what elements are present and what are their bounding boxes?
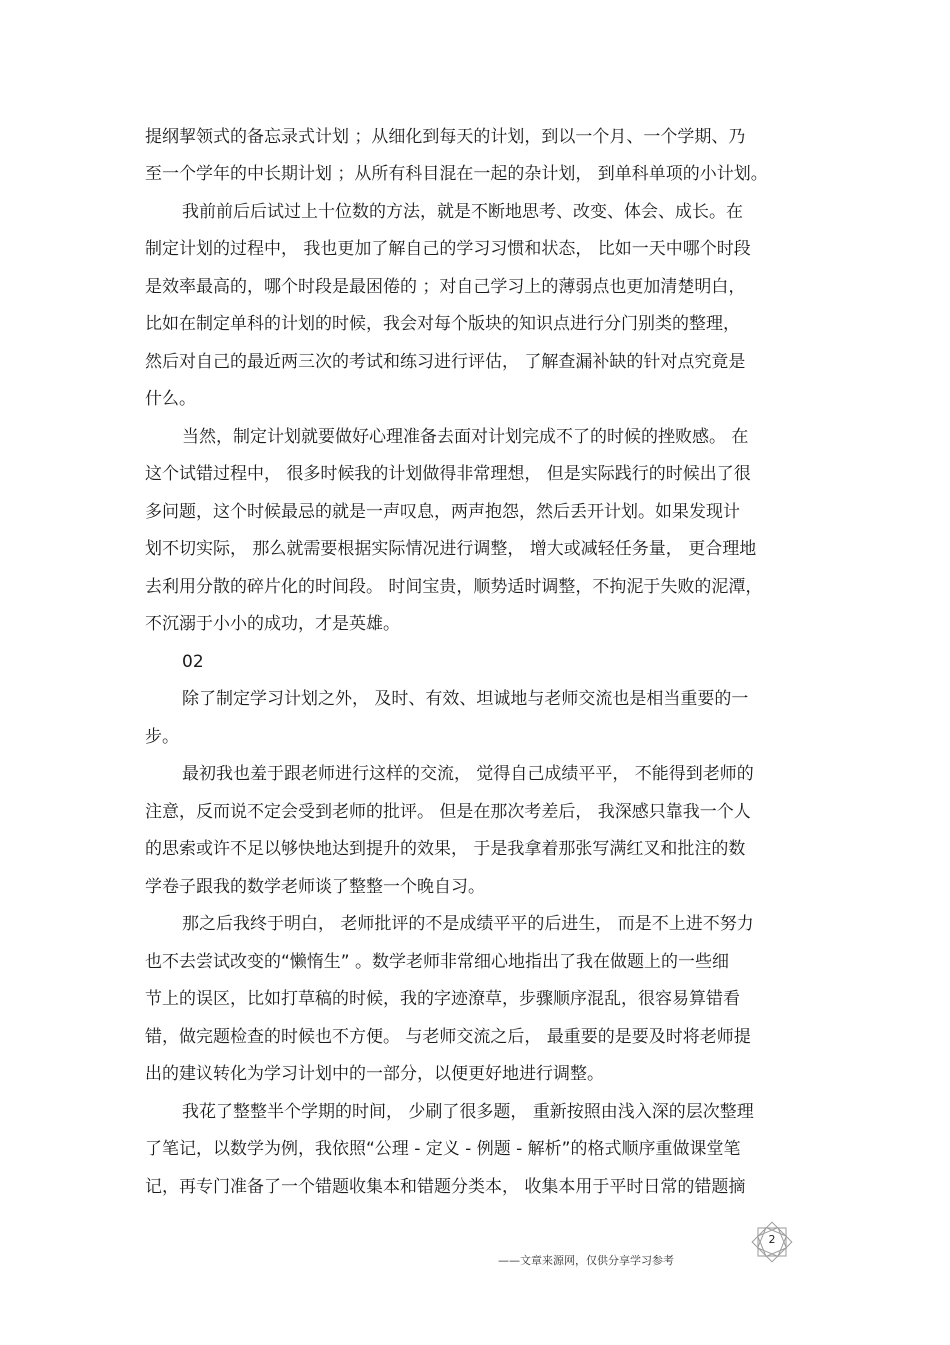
text-line: 提纲挈领式的备忘录式计划 ；从细化到每天的计划，到以一个月、一个学期、乃 (145, 127, 746, 147)
page-number: 2 (768, 1233, 776, 1246)
text-line: 制定计划的过程中， 我也更加了解自己的学习习惯和状态， 比如一天中哪个时段 (145, 239, 751, 259)
text-line: 这个试错过程中， 很多时候我的计划做得非常理想， 但是实际践行的时候出了很 (145, 464, 751, 484)
text-line: 也不去尝试改变的“懒惰生” 。数学老师非常细心地指出了我在做题上的一些细 (145, 952, 730, 972)
text-line: 然后对自己的最近两三次的考试和练习进行评估， 了解查漏补缺的针对点究竟是 (145, 352, 746, 372)
text-line: 多问题，这个时候最忌的就是一声叹息，两声抱怨，然后丢开计划。如果发现计 (145, 502, 740, 522)
text-line: 记，再专门准备了一个错题收集本和错题分类本， 收集本用于平时日常的错题摘 (145, 1177, 746, 1197)
footer-note: ——文章来源网，仅供分享学习参考 (498, 1254, 674, 1267)
text-line: 至一个学年的中长期计划 ；从所有科目混在一起的杂计划， 到单科单项的小计划。 (145, 164, 768, 184)
text-line: 除了制定学习计划之外， 及时、有效、坦诚地与老师交流也是相当重要的一 (182, 689, 749, 709)
text-line: 我前前后后试过上十位数的方法，就是不断地思考、改变、体会、成长。在 (182, 202, 743, 222)
text-line: 那之后我终于明白， 老师批评的不是成绩平平的后进生， 而是不上进不努力 (182, 914, 754, 934)
text-line: 的思索或许不足以够快地达到提升的效果， 于是我拿着那张写满红叉和批注的数 (145, 839, 746, 859)
text-line: 当然，制定计划就要做好心理准备去面对计划完成不了的时候的挫败感。 在 (182, 427, 749, 447)
text-line: 步。 (145, 727, 179, 747)
text-line: 划不切实际， 那么就需要根据实际情况进行调整， 增大或减轻任务量， 更合理地 (145, 539, 757, 559)
text-line: 注意，反而说不定会受到老师的批评。 但是在那次考差后， 我深感只靠我一个人 (145, 802, 751, 822)
text-line: 了笔记，以数学为例，我依照“公理 - 定义 - 例题 - 解析”的格式顺序重做课堂笔 (145, 1139, 741, 1159)
text-line: 出的建议转化为学习计划中的一部分，以便更好地进行调整。 (145, 1064, 604, 1084)
text-line: 什么。 (145, 389, 196, 409)
text-line: 节上的误区，比如打草稿的时候，我的字迹潦草，步骤顺序混乱，很容易算错看 (145, 989, 740, 1009)
text-line: 我花了整整半个学期的时间， 少刷了很多题， 重新按照由浅入深的层次整理 (182, 1102, 754, 1122)
text-line: 不沉溺于小小的成功，才是英雄。 (145, 614, 400, 634)
section-number: 02 (182, 652, 204, 672)
text-line: 去利用分散的碎片化的时间段。 时间宝贵，顺势适时调整，不拘泥于失败的泥潭， (145, 577, 763, 597)
text-line: 学卷子跟我的数学老师谈了整整一个晚自习。 (145, 877, 485, 897)
text-line: 比如在制定单科的计划的时候，我会对每个版块的知识点进行分门别类的整理， (145, 314, 740, 334)
text-line: 是效率最高的，哪个时段是最困倦的 ；对自己学习上的薄弱点也更加清楚明白， (145, 277, 746, 297)
text-line: 错，做完题检查的时候也不方便。 与老师交流之后， 最重要的是要及时将老师提 (145, 1027, 751, 1047)
text-line: 最初我也羞于跟老师进行这样的交流， 觉得自己成绩平平， 不能得到老师的 (182, 764, 754, 784)
